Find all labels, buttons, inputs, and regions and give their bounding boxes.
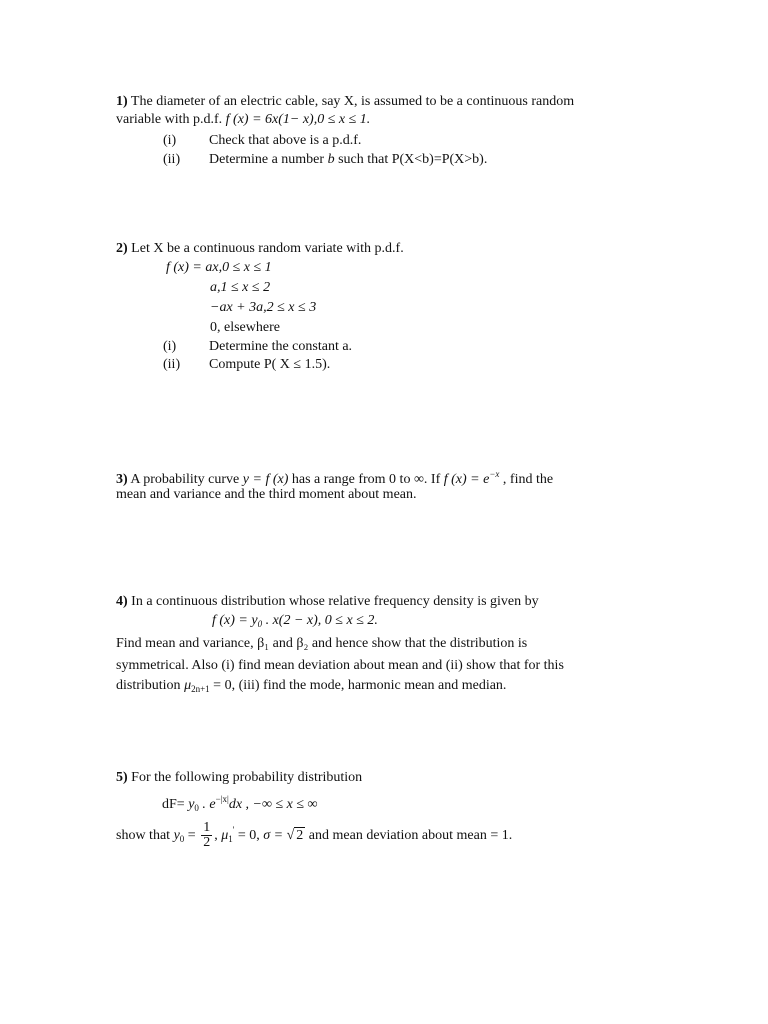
q4-number: 4) [116, 594, 128, 609]
q5-mu: μ [221, 828, 229, 843]
q5-eq: = [184, 828, 200, 843]
q2-case-2: a,1 ≤ x ≤ 2 [210, 280, 271, 295]
q2-number: 2) [116, 241, 128, 256]
q1-item-1 [163, 132, 361, 149]
q5-line1 [116, 769, 362, 786]
q1-line2 [116, 111, 370, 128]
q1-item-1-text: Check that above is a p.d.f. [209, 133, 362, 148]
q5-y0: y [173, 828, 180, 843]
q2-case-3: −ax + 3a,2 ≤ x ≤ 3 [210, 300, 317, 315]
q4-text-line1: In a continuous distribution whose relative frequency density is given by [131, 594, 539, 609]
q2-item-2-label: (ii) [163, 357, 181, 372]
q5-fraction [201, 821, 212, 850]
q4-line5-a: distribution [116, 678, 181, 693]
q4-mu: μ [184, 678, 192, 693]
q1-item-2-text-b: such that P(X<b)=P(X>b). [338, 152, 488, 167]
q2-item-1-label: (i) [163, 339, 177, 354]
q5-mu-sub: 1 [228, 834, 233, 844]
q5-line3-a: show that [116, 828, 171, 843]
q1-item-2-var: b [327, 152, 335, 167]
q2-case-4: 0, elsewhere [210, 320, 280, 335]
q3-math-2: f (x) = e [443, 472, 490, 487]
q1-item-2-text-a: Determine a number [209, 152, 325, 167]
q1-number: 1) [116, 94, 128, 109]
q5-sigma: σ = [263, 828, 287, 843]
q1-item-1-label: (i) [163, 133, 177, 148]
q2-case-1: f (x) = ax,0 ≤ x ≤ 1 [166, 260, 272, 275]
q3-line2: mean and variance and the third moment about mean. [116, 487, 417, 502]
q5-number: 5) [116, 770, 128, 785]
q4-formula-rest: . x(2 − x), 0 ≤ x ≤ 2. [262, 613, 378, 628]
q4-line5 [116, 677, 506, 698]
q2-text-line1: Let X be a continuous random variate with p.d.f. [131, 241, 404, 256]
q5-frac-numerator: 1 [203, 820, 211, 836]
q1-item-2 [163, 151, 487, 168]
q5-formula-c: . e [198, 797, 216, 812]
q5-frac-denominator: 2 [203, 835, 211, 851]
q5-formula-d: dx , −∞ ≤ x ≤ ∞ [228, 797, 318, 812]
q3-text-a: A probability curve [130, 472, 240, 487]
q5-formula-a: dF= [162, 797, 185, 812]
q5-line3-b: , [214, 828, 218, 843]
q5-formula-b: y [188, 797, 195, 812]
q5-sqrt-value: 2 [296, 828, 304, 843]
q3-number: 3) [116, 472, 128, 487]
q5-mu-sup: ' [232, 825, 235, 835]
q5-sqrt-symbol: √ [286, 828, 295, 843]
q5-line3-d: and mean deviation about mean = 1. [308, 828, 513, 843]
q3-math-2-sup: −x [489, 469, 500, 479]
q4-formula-a: f (x) = y [212, 613, 258, 628]
q4-line3: Find mean and variance, β₁ and β₂ and hence show that the distribution is [116, 636, 528, 651]
q5-line3-c: = 0, [234, 828, 260, 843]
q5-text-line1: For the following probability distribution [131, 770, 363, 785]
q5-formula-sup: −|x| [215, 794, 229, 804]
q4-formula [212, 612, 378, 633]
q4-line5-b: = 0, (iii) find the mode, harmonic mean and median. [209, 678, 507, 693]
q1-text-line1: The diameter of an electric cable, say X, is assumed to be a continuous random [130, 94, 575, 109]
q3-text-c: , find the [502, 472, 554, 487]
q2-item-2 [163, 356, 330, 373]
q3-math-1: y = f (x) [242, 472, 289, 487]
q3-text-b: has a range from 0 to ∞. If [291, 472, 441, 487]
q1-pdf-formula: f (x) = 6x(1− x),0 ≤ x ≤ 1. [225, 112, 371, 127]
q2-line1 [116, 240, 404, 257]
q4-mu-sub: 2n+1 [191, 684, 210, 694]
q2-item-1-text: Determine the constant a. [209, 339, 353, 354]
q2-item-1 [163, 338, 352, 355]
q4-line1 [116, 593, 539, 610]
q1-item-2-label: (ii) [163, 152, 181, 167]
q5-y0-sub: 0 [179, 834, 185, 844]
q5-line3 [116, 812, 512, 857]
q2-item-2-text: Compute P( X ≤ 1.5). [209, 357, 331, 372]
q3-line1 [116, 466, 553, 488]
q4-formula-sub: 0 [257, 619, 263, 629]
q4-line4: symmetrical. Also (i) find mean deviation about mean and (ii) show that for this [116, 658, 564, 673]
q1-text-line2: variable with p.d.f. [116, 112, 223, 127]
q1-line1 [116, 93, 574, 110]
q5-formula-sub: 0 [194, 803, 199, 813]
